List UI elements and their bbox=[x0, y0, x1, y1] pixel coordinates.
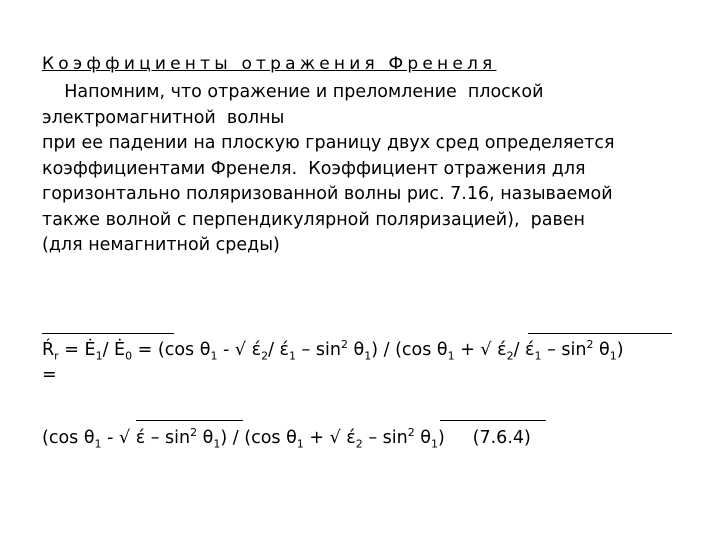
paragraph-line: при ее падении на плоскую границу двух сред определяется bbox=[42, 133, 615, 153]
paragraph-line: горизонтально поляризованной волны рис. 7.16, называемой bbox=[42, 184, 613, 204]
fresnel-formula-line2: (cos $\theta_1$ - √ έ – $\sin^2 \theta_1) / (\cos$ $\theta_1$ + √ $έ_2 - \sin^2 \theta_1$) (7.6.4) bbox=[42, 426, 531, 451]
paragraph-line: электромагнитной волны bbox=[42, 107, 285, 128]
radical-overline-right-2 bbox=[440, 420, 546, 421]
paragraph-line: Напомним, что отражение и преломление плоской bbox=[42, 82, 544, 102]
formula-continuation: = bbox=[42, 365, 57, 385]
radical-overline-left-2 bbox=[136, 420, 243, 421]
radical-overline-left bbox=[42, 333, 174, 334]
body-paragraph bbox=[42, 80, 702, 259]
equation-number: (7.6.4) bbox=[472, 428, 531, 448]
fresnel-formula-line1: $Ŕ_r$ = $Ė_1/$ $Ė_0 = (\cos$ $\theta_1$ - √ $έ_2/$ $έ_1 - \sin^2 \theta_1) / (\cos$ $\theta_1$ + √ $έ_2/$ $έ_1 - \sin^2 \theta_1$) bbox=[42, 338, 624, 363]
paragraph-line: также волной с перпендикулярной поляризацией), равен bbox=[42, 209, 585, 230]
radical-overline-right bbox=[528, 333, 672, 334]
paragraph-line: коэффициентами Френеля. Коэффициент отражения для bbox=[42, 158, 586, 179]
paragraph-line: (для немагнитной среды) bbox=[42, 235, 280, 255]
slide-heading: Коэффициенты отражения Френеля bbox=[42, 54, 497, 74]
